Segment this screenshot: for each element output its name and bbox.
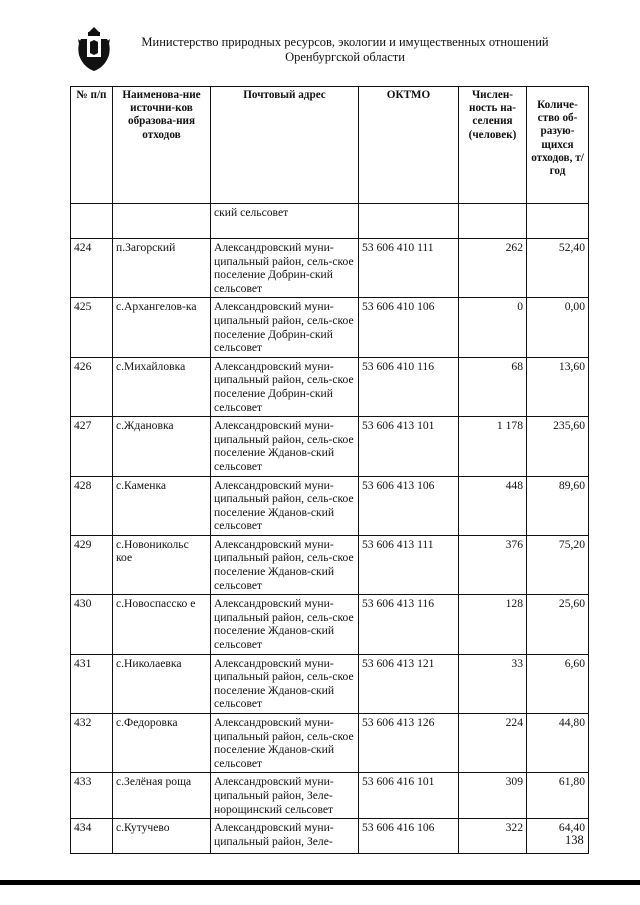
cell-population: 1 178 xyxy=(459,417,527,476)
cell-num: 424 xyxy=(71,239,113,298)
table-header-row xyxy=(71,87,589,204)
table-row xyxy=(71,417,589,476)
cell-num: 426 xyxy=(71,357,113,416)
page-number: 138 xyxy=(565,833,584,847)
cell-name: с.Новоспасско е xyxy=(113,595,211,654)
cell-address: Александровский муни-ципальный район, сель-ское поселение Добрин-ский сельсовет xyxy=(211,298,359,357)
cell-population: 309 xyxy=(459,773,527,819)
cell-num: 429 xyxy=(71,535,113,594)
cell-waste: 52,40 xyxy=(527,239,589,298)
cell-waste: 25,60 xyxy=(527,595,589,654)
cell-population: 0 xyxy=(459,298,527,357)
cell-population: 322 xyxy=(459,819,527,854)
cell-oktmo: 53 606 410 106 xyxy=(359,298,459,357)
cell-waste: 0,00 xyxy=(527,298,589,357)
cell-waste: 64,40 xyxy=(527,819,589,854)
cell-oktmo: 53 606 413 106 xyxy=(359,476,459,535)
table-row xyxy=(71,535,589,594)
cell-num: 430 xyxy=(71,595,113,654)
cell-address: Александровский муни-ципальный район, сель-ское поселение Добрин-ский сельсовет xyxy=(211,357,359,416)
cell-address: Александровский муни-ципальный район, Зеле-норощинский сельсовет xyxy=(211,773,359,819)
table-row xyxy=(71,239,589,298)
continuation-address: ский сельсовет xyxy=(211,204,359,239)
cell-address: Александровский муни-ципальный район, сель-ское поселение Жданов-ский сельсовет xyxy=(211,417,359,476)
cell-oktmo: 53 606 413 111 xyxy=(359,535,459,594)
cell-num: 434 xyxy=(71,819,113,854)
table-row xyxy=(71,357,589,416)
cell-oktmo: 53 606 416 106 xyxy=(359,819,459,854)
header-population: Числен-ность на-селения (человек) xyxy=(459,87,527,204)
cell-num: 433 xyxy=(71,773,113,819)
waste-sources-table xyxy=(70,86,589,854)
cell-waste: 6,60 xyxy=(527,654,589,713)
cell-num: 432 xyxy=(71,714,113,773)
cell-address: Александровский муни-ципальный район, сель-ское поселение Добрин-ский сельсовет xyxy=(211,239,359,298)
cell-oktmo: 53 606 413 121 xyxy=(359,654,459,713)
cell-population: 33 xyxy=(459,654,527,713)
cell-population: 224 xyxy=(459,714,527,773)
cell-name: с.Михайловка xyxy=(113,357,211,416)
header-waste: Количе-ство об-разую-щихся отходов, т/год xyxy=(527,87,589,204)
cell-address: Александровский муни-ципальный район, сель-ское поселение Жданов-ский сельсовет xyxy=(211,535,359,594)
cell-name: п.Загорский xyxy=(113,239,211,298)
cell-name: с.Николаевка xyxy=(113,654,211,713)
cell-waste: 13,60 xyxy=(527,357,589,416)
cell-population: 262 xyxy=(459,239,527,298)
cell-name: с.Кутучево xyxy=(113,819,211,854)
cell-oktmo: 53 606 413 116 xyxy=(359,595,459,654)
header-num: № п/п xyxy=(71,87,113,204)
cell-oktmo: 53 606 413 101 xyxy=(359,417,459,476)
ministry-header-line1: Министерство природных ресурсов, экологии и имущественных отношений xyxy=(141,35,549,49)
ministry-header-line2: Оренбургской области xyxy=(285,50,405,64)
cell-waste: 89,60 xyxy=(527,476,589,535)
cell-name: с.Архангелов-ка xyxy=(113,298,211,357)
table-row xyxy=(71,773,589,819)
cell-waste: 61,80 xyxy=(527,773,589,819)
cell-name: с.Федоровка xyxy=(113,714,211,773)
table-row xyxy=(71,595,589,654)
cell-name: с.Каменка xyxy=(113,476,211,535)
cell-address: Александровский муни-ципальный район, сель-ское поселение Жданов-ский сельсовет xyxy=(211,714,359,773)
cell-population: 68 xyxy=(459,357,527,416)
table-row xyxy=(71,298,589,357)
cell-waste: 235,60 xyxy=(527,417,589,476)
header-name: Наименова-ние источни-ков образова-ния отходов xyxy=(113,87,211,204)
table-row xyxy=(71,714,589,773)
cell-name: с.Новоникольс кое xyxy=(113,535,211,594)
ministry-header xyxy=(120,35,570,65)
cell-address: Александровский муни-ципальный район, сель-ское поселение Жданов-ский сельсовет xyxy=(211,595,359,654)
continuation-row xyxy=(71,204,589,239)
cell-oktmo: 53 606 416 101 xyxy=(359,773,459,819)
table-row xyxy=(71,654,589,713)
cell-population: 376 xyxy=(459,535,527,594)
cell-num: 425 xyxy=(71,298,113,357)
cell-num: 428 xyxy=(71,476,113,535)
cell-name: с.Зелёная роща xyxy=(113,773,211,819)
coat-of-arms-icon xyxy=(75,25,113,73)
cell-oktmo: 53 606 410 116 xyxy=(359,357,459,416)
cell-address: Александровский муни-ципальный район, Зеле- xyxy=(211,819,359,854)
cell-oktmo: 53 606 410 111 xyxy=(359,239,459,298)
bottom-rule xyxy=(0,880,640,885)
cell-population: 448 xyxy=(459,476,527,535)
cell-num: 427 xyxy=(71,417,113,476)
cell-oktmo: 53 606 413 126 xyxy=(359,714,459,773)
cell-waste: 44,80 xyxy=(527,714,589,773)
header-oktmo: ОКТМО xyxy=(359,87,459,204)
cell-address: Александровский муни-ципальный район, сель-ское поселение Жданов-ский сельсовет xyxy=(211,476,359,535)
table-row xyxy=(71,819,589,854)
cell-address: Александровский муни-ципальный район, сель-ское поселение Жданов-ский сельсовет xyxy=(211,654,359,713)
cell-population: 128 xyxy=(459,595,527,654)
cell-name: с.Ждановка xyxy=(113,417,211,476)
cell-waste: 75,20 xyxy=(527,535,589,594)
cell-num: 431 xyxy=(71,654,113,713)
header-address: Почтовый адрес xyxy=(211,87,359,204)
table-row xyxy=(71,476,589,535)
